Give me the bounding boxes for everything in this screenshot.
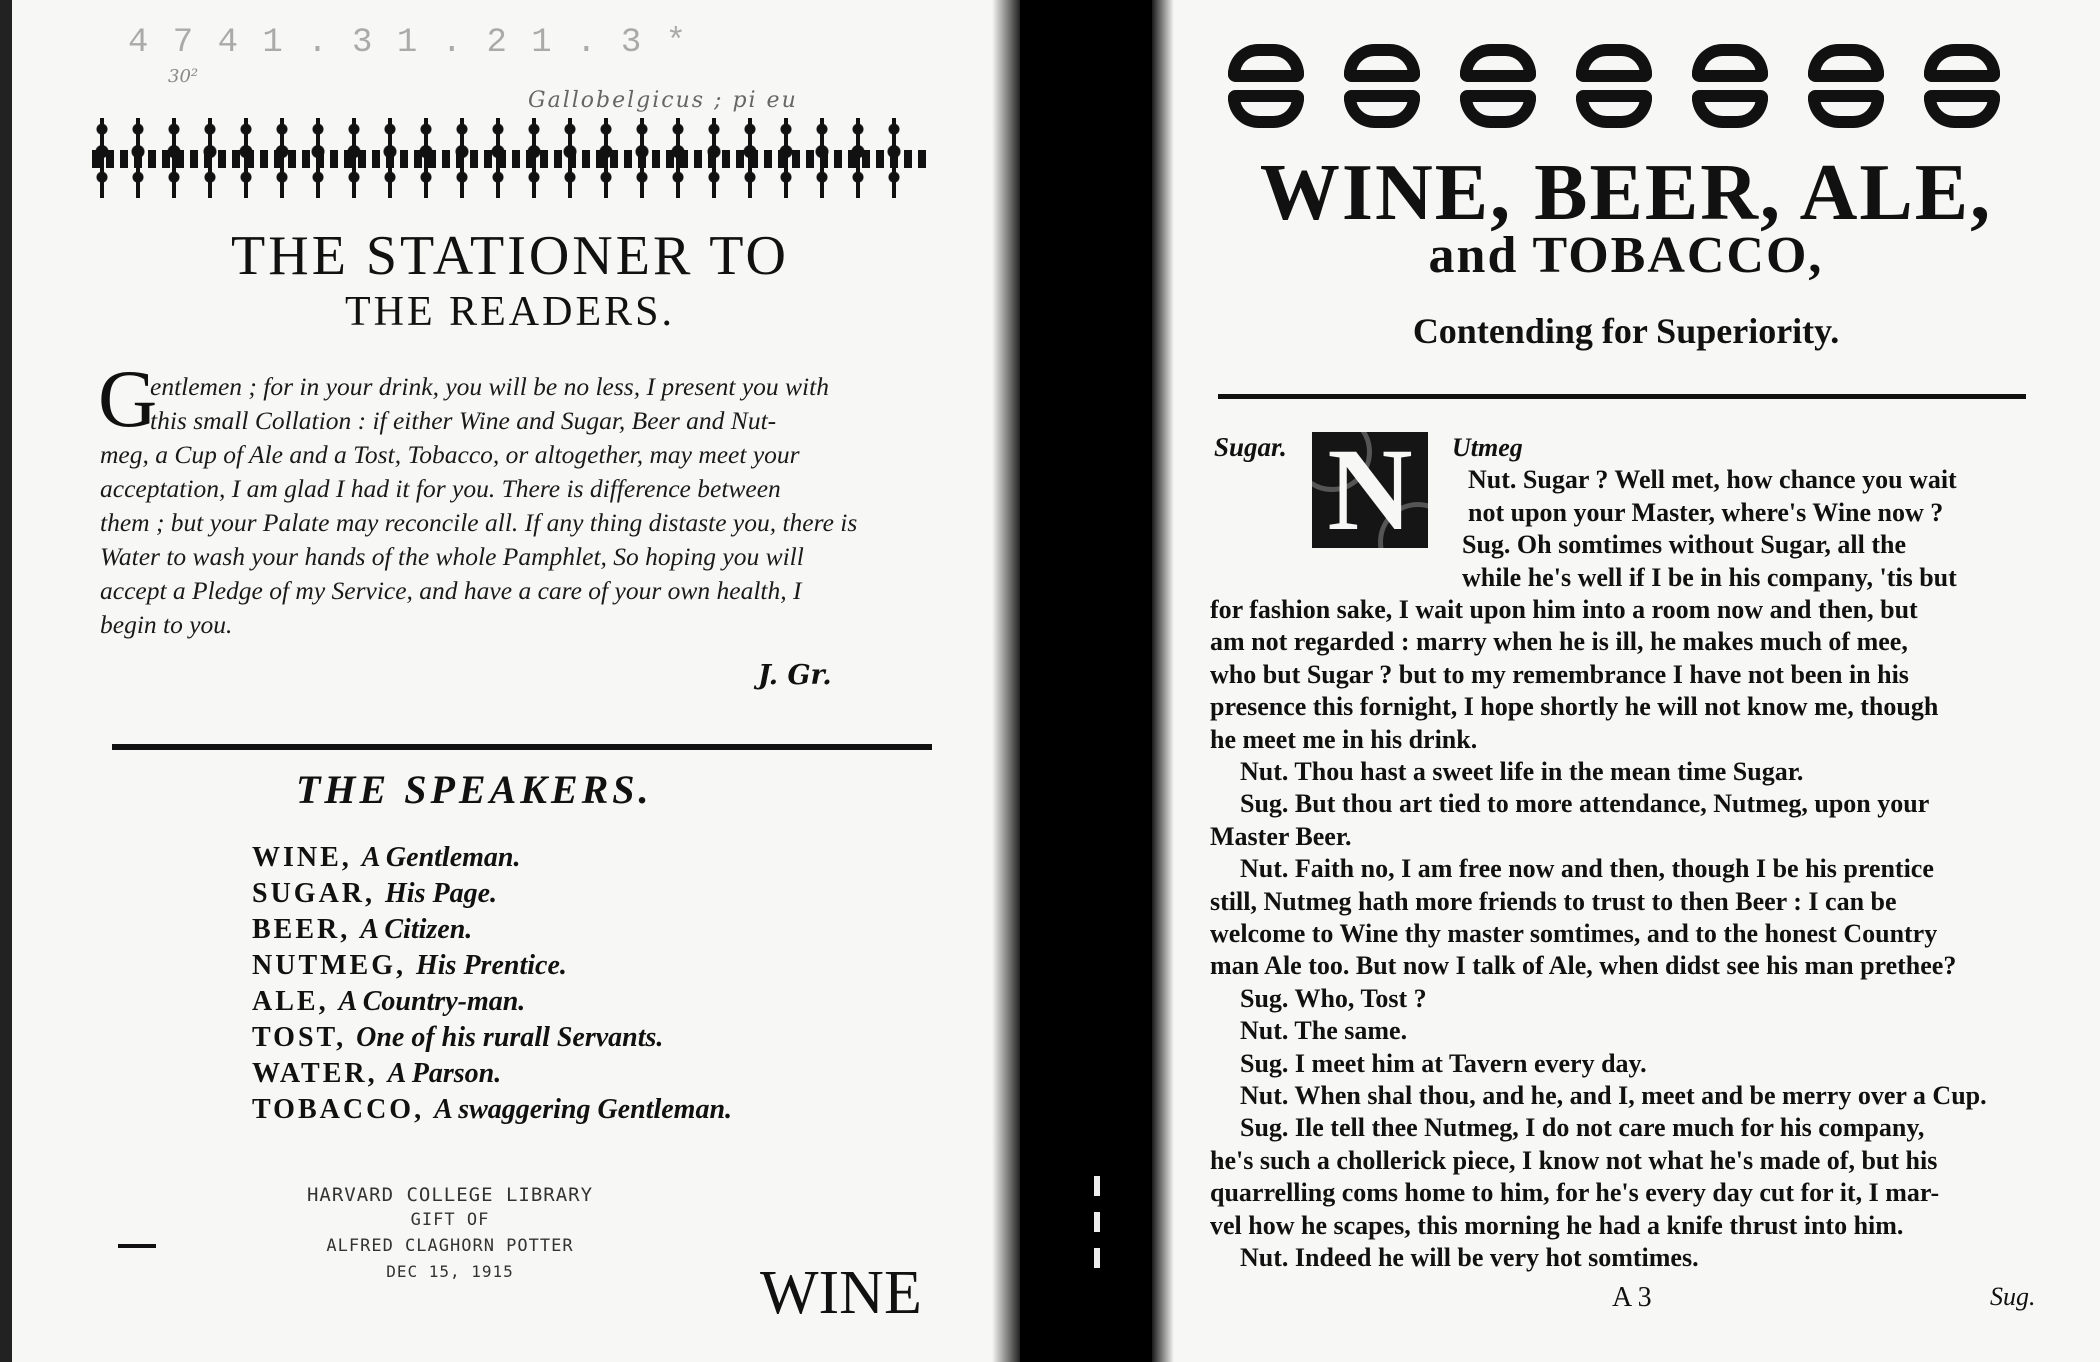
gutter-mark [1094,1212,1100,1232]
handwritten-note: Gallobelgicus ; pi eu [528,88,798,113]
scroll-glyph [1566,38,1664,134]
scroll-glyph [1914,38,2012,134]
speaker-row [252,986,525,1018]
dialogue-title-line1: WINE, BEER, ALE, [1259,149,1993,237]
dialogue-line: Sug. Who, Tost ? [1240,983,1427,1013]
speaker-name: ALE, [252,986,339,1017]
left-gutter-shadow [992,0,1020,1362]
dialogue-line: Nut. Indeed he will be very hot somtimes. [1240,1243,1699,1272]
speaker-row [252,1058,501,1090]
speaker-row [252,1022,663,1054]
speakers-heading: THE SPEAKERS. [296,767,653,812]
stamp-line: HARVARD COLLEGE LIBRARY [306,1184,594,1206]
stamp-line: GIFT OF [410,1210,490,1230]
dialogue-line: am not regarded : marry when he is ill, he makes much of mee, [1210,627,1908,657]
left-catchword: WINE [760,1259,922,1327]
preface-line: meg, a Cup of Ale and a Tost, Tobacco, or altogether, may meet your [100,440,800,469]
dialogue-line: he meet me in his drink. [1210,724,1478,754]
dialogue-line: Nut. Sugar ? Well met, how chance you wait [1468,465,1957,495]
speaker-row [252,914,472,946]
scroll-ornament-band [1218,38,2030,134]
dialogue-line: he's such a chollerick piece, I know not what he's made of, but his [1210,1145,1938,1175]
fleuron-band-bar [92,150,932,168]
dialogue-line: Sug. I meet him at Tavern every day. [1240,1048,1647,1078]
dialogue-line: Sug. Ile tell thee Nutmeg, I do not care much for his company, [1240,1113,1925,1143]
speaker-role: A Country-man. [338,986,526,1017]
speaker-row [252,878,497,910]
dialogue-line: man Ale too. But now I talk of Ale, when didst see his man prethee? [1210,951,1957,981]
scroll-glyph [1334,38,1432,134]
speaker-name: TOBACCO, [252,1094,435,1125]
preface-dropcap: G [98,353,158,444]
preface-signature: J. Gr. [758,660,832,691]
preface-line: them ; but your Palate may reconcile all. If any thing distaste you, there is [100,508,858,537]
dropcap-letter: N [1327,432,1413,548]
speaker-role: His Page. [385,878,498,909]
dialogue-line: still, Nutmeg hath more friends to trust to then Beer : I can be [1210,886,1897,916]
speaker-name: TOST, [252,1022,357,1053]
dialogue-line: vel how he scapes, this morning he had a knife thrust into him. [1210,1210,1904,1240]
speaker-role: One of his rurall Servants. [356,1022,664,1053]
speaker-row [252,950,567,982]
scroll-glyph [1218,38,1316,134]
dialogue-line: Sug. But thou art tied to more attendance, Nutmeg, upon your [1240,789,1930,819]
preface-line: acceptation, I am glad I had it for you. There is difference between [100,474,781,503]
preface-line: Water to wash your hands of the whole Pamphlet, So hoping you will [100,542,804,571]
dialogue-line: Utmeg [1452,433,1523,462]
dialogue-line: presence this fornight, I hope shortly he will not know me, though [1210,692,1939,722]
speaker-name: WINE, [252,842,362,873]
left-page [0,0,1020,1362]
preface-line: begin to you. [100,610,233,639]
right-catchword: Sug. [1990,1282,2036,1311]
ornamental-dropcap [1312,432,1428,548]
margin-dash [118,1244,156,1248]
left-edge [0,0,12,1362]
dialogue-line: who but Sugar ? but to my remembrance I have not been in his [1210,659,1909,689]
dialogue-line: Nut. When shal thou, and he, and I, meet and be merry over a Cup. [1240,1081,1987,1110]
signature-mark: A 3 [1612,1282,1652,1313]
catalog-sub: 30² [168,66,199,87]
dialogue-line: Nut. The same. [1240,1016,1408,1046]
scroll-glyph [1450,38,1548,134]
speaker-row [252,842,521,874]
left-rule [112,744,932,750]
gutter-mark [1094,1176,1100,1196]
stamp-line: ALFRED CLAGHORN POTTER [326,1236,574,1256]
speaker-margin-label: Sugar. [1214,432,1287,462]
dialogue-line: welcome to Wine thy master somtimes, and to the honest Country [1210,919,1938,948]
preface-line: entlemen ; for in your drink, you will be no less, I present you with [150,372,829,401]
stationer-title-line2: THE READERS. [345,289,675,335]
scroll-glyph [1682,38,1780,134]
speaker-name: BEER, [252,914,361,945]
right-page [1152,0,2100,1362]
dialogue-line: not upon your Master, where's Wine now ? [1468,497,1944,527]
gutter-mark [1094,1248,1100,1268]
stamp-line: DEC 15, 1915 [386,1262,514,1281]
dialogue-line: for fashion sake, I wait upon him into a room now and then, but [1210,595,1918,624]
speaker-role: His Prentice. [416,950,567,981]
dialogue-line: Sug. Oh somtimes without Sugar, all the [1462,530,1906,560]
catalog-mark: 4 7 4 1 . 3 1 . 2 1 . 3 * [128,24,689,62]
speaker-name: WATER, [252,1058,388,1089]
speaker-role: A Gentleman. [361,842,521,873]
speaker-name: NUTMEG, [252,950,416,981]
dialogue-line: Nut. Faith no, I am free now and then, though I be his prentice [1240,854,1934,884]
speaker-row [252,1094,732,1126]
preface-line: this small Collation : if either Wine and Sugar, Beer and Nut- [150,406,777,435]
dialogue-title-line2: and TOBACCO, [1428,227,1824,284]
right-rule [1218,394,2026,399]
dialogue-line: quarrelling coms home to him, for he's every day cut for it, I mar- [1210,1178,1940,1208]
scroll-glyph [1798,38,1896,134]
dialogue-line: Nut. Thou hast a sweet life in the mean time Sugar. [1240,757,1804,786]
dialogue-line: while he's well if I be in his company, 'tis but [1462,562,1957,592]
stationer-title-line1: THE STATIONER TO [231,225,789,287]
speaker-role: A swaggering Gentleman. [434,1094,733,1125]
dialogue-line: Master Beer. [1210,821,1352,851]
preface-line: accept a Pledge of my Service, and have a care of your own health, I [100,576,802,605]
dialogue-subtitle: Contending for Superiority. [1412,311,1840,351]
speaker-role: A Citizen. [360,914,473,945]
speaker-name: SUGAR, [252,878,386,909]
speaker-role: A Parson. [387,1058,502,1089]
